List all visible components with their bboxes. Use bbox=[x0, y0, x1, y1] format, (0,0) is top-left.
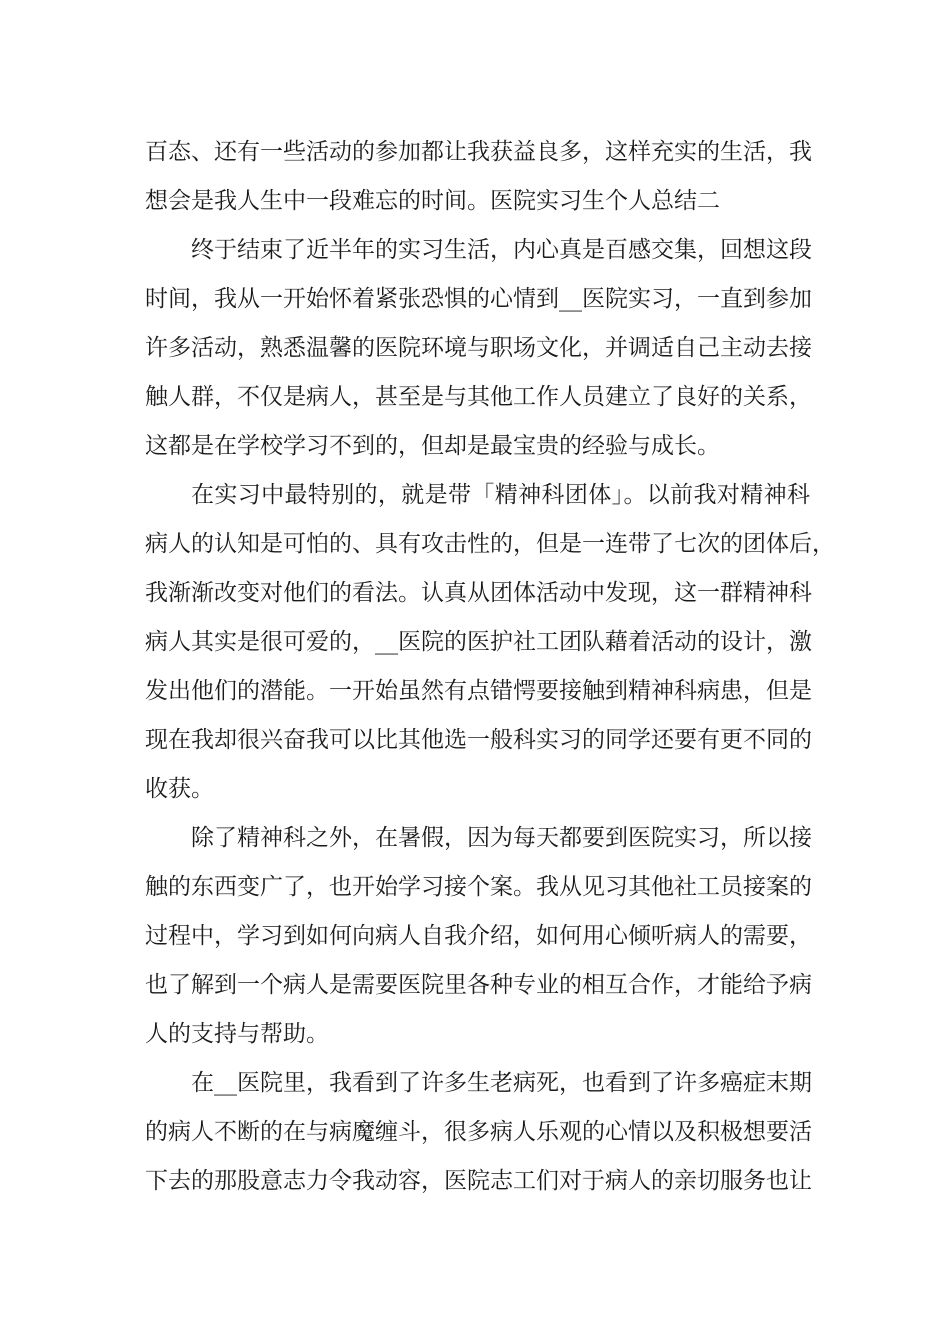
paragraph bbox=[145, 814, 810, 1059]
paragraph bbox=[145, 1059, 810, 1206]
text-line: 想会是我人生中一段难忘的时间。医院实习生个人总结二 bbox=[145, 188, 720, 214]
text-line: 过程中，学习到如何向病人自我介绍，如何用心倾听病人的需要， bbox=[145, 923, 812, 949]
paragraph bbox=[145, 471, 835, 814]
paragraph bbox=[145, 128, 810, 226]
text-line: 下去的那股意志力令我动容，医院志工们对于病人的亲切服务也让 bbox=[145, 1168, 812, 1194]
text-line: 百态、还有一些活动的参加都让我获益良多，这样充实的生活，我 bbox=[145, 139, 812, 165]
text-line: 许多活动，熟悉温馨的医院环境与职场文化，并调适自己主动去接 bbox=[145, 335, 812, 361]
document-body bbox=[145, 128, 835, 1206]
text-line: 这都是在学校学习不到的，但却是最宝贵的经验与成长。 bbox=[145, 433, 720, 459]
text-line: 在实习中最特别的，就是带「精神科团体」。以前我对精神科 bbox=[191, 482, 810, 508]
text-line: 人的支持与帮助。 bbox=[145, 1021, 329, 1047]
text-line: 的病人不断的在与病魔缠斗，很多病人乐观的心情以及积极想要活 bbox=[145, 1119, 812, 1145]
text-line: 时间，我从一开始怀着紧张恐惧的心情到__医院实习，一直到参加 bbox=[145, 286, 812, 312]
text-line: 触人群，不仅是病人，甚至是与其他工作人员建立了良好的关系， bbox=[145, 384, 812, 410]
paragraph bbox=[145, 226, 810, 471]
text-line: 收获。 bbox=[145, 776, 214, 802]
text-line: 现在我却很兴奋我可以比其他选一般科实习的同学还要有更不同的 bbox=[145, 727, 812, 753]
text-line: 病人的认知是可怕的、具有攻击性的，但是一连带了七次的团体后， bbox=[145, 531, 835, 557]
text-line: 除了精神科之外，在暑假，因为每天都要到医院实习，所以接 bbox=[191, 825, 812, 851]
text-line: 我渐渐改变对他们的看法。认真从团体活动中发现，这一群精神科 bbox=[145, 580, 812, 606]
text-line: 终于结束了近半年的实习生活，内心真是百感交集，回想这段 bbox=[191, 237, 812, 263]
text-line: 也了解到一个病人是需要医院里各种专业的相互合作，才能给予病 bbox=[145, 972, 812, 998]
text-line: 在__医院里，我看到了许多生老病死，也看到了许多癌症末期 bbox=[191, 1070, 812, 1096]
text-line: 病人其实是很可爱的，__医院的医护社工团队藉着活动的设计，激 bbox=[145, 629, 812, 655]
text-line: 发出他们的潜能。一开始虽然有点错愕要接触到精神科病患，但是 bbox=[145, 678, 812, 704]
text-line: 触的东西变广了，也开始学习接个案。我从见习其他社工员接案的 bbox=[145, 874, 812, 900]
